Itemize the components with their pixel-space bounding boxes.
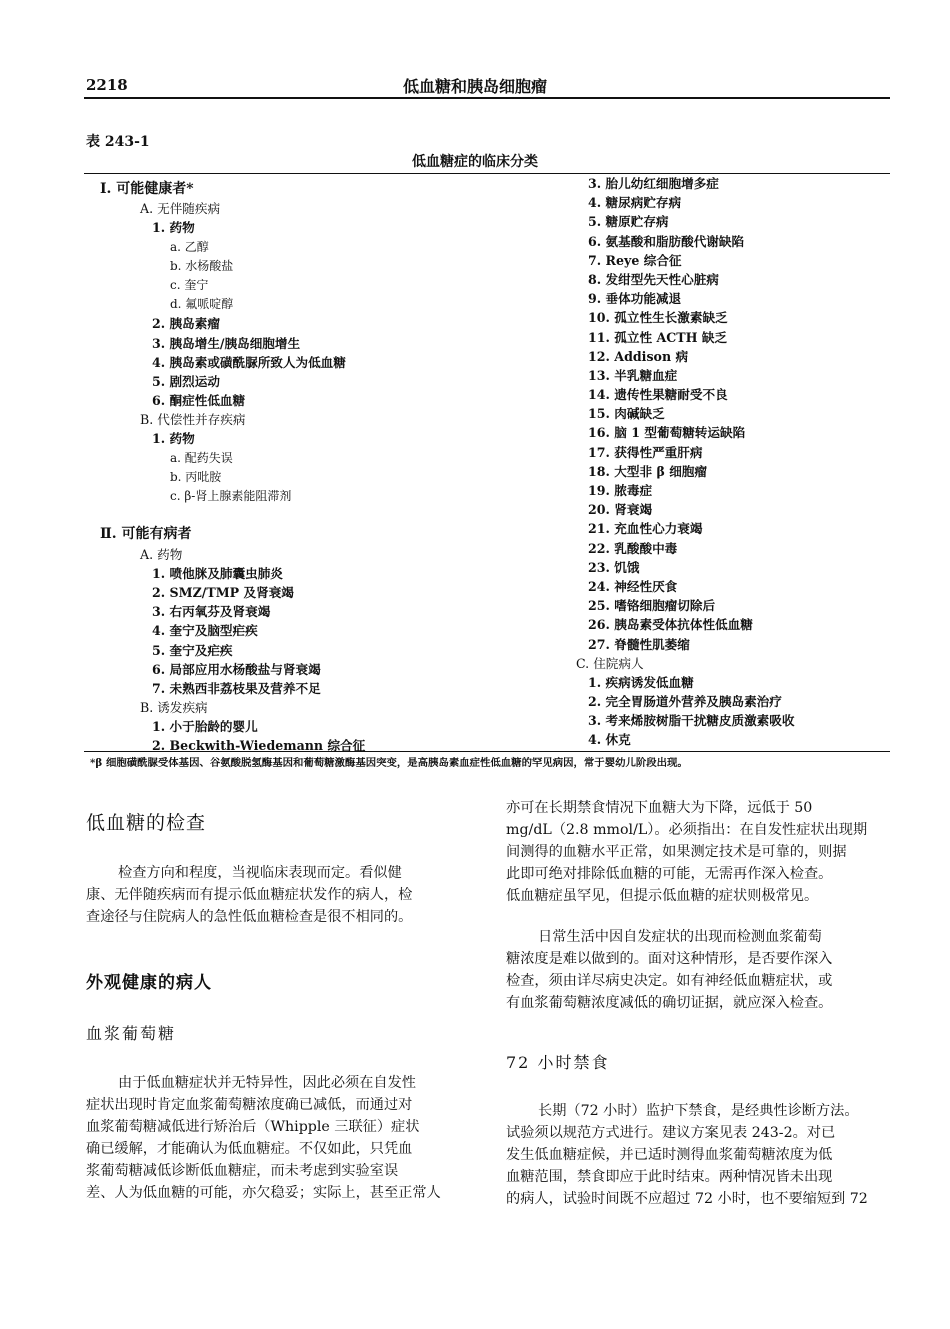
- table-line: 3. 胰岛增生/胰岛细胞增生: [152, 335, 301, 351]
- table-line: 2. Beckwith-Wiedemann 综合征: [152, 738, 366, 754]
- table-line: 21. 充血性心力衰竭: [588, 521, 703, 537]
- text-line: 检查，须由详尽病史决定。如有神经低血糖症状，或: [506, 973, 833, 989]
- paragraph: [506, 926, 892, 1014]
- table-line: 1. 药物: [152, 431, 195, 447]
- table-line: A. 药物: [140, 546, 183, 562]
- paragraph: [506, 797, 892, 907]
- text-line: 发生低血糖症候，并已适时测得血浆葡萄糖浓度为低: [506, 1147, 833, 1163]
- table-line: 1. 药物: [152, 220, 195, 236]
- table-line: C. 住院病人: [576, 655, 644, 671]
- table-left-column: [100, 180, 500, 756]
- table-line: 4. 奎宁及脑型疟疾: [152, 623, 258, 639]
- text-line: 检查方向和程度，当视临床表现而定。看似健: [118, 865, 402, 881]
- text-line: mg/dL（2.8 mmol/L）。必须指出：在自发性症状出现期: [506, 822, 868, 838]
- table-line: 3. 胎儿幼红细胞增多症: [588, 176, 719, 191]
- table-line: c. β-肾上腺素能阻滞剂: [170, 489, 292, 503]
- table-line: 5. 奎宁及疟疾: [152, 642, 233, 658]
- table-line: 6. 局部应用水杨酸盐与肾衰竭: [152, 661, 321, 677]
- table-line: 6. 氨基酸和脂肪酸代谢缺陷: [588, 233, 745, 249]
- page-number: 2218: [86, 76, 128, 94]
- table-line: c. 奎宁: [170, 277, 209, 292]
- text-line: 由于低血糖症状并无特异性，因此必须在自发性: [118, 1075, 416, 1091]
- text-line: 差、人为低血糖的可能，亦欠稳妥；实际上，甚至正常人: [86, 1185, 441, 1201]
- table-line: 22. 乳酸酸中毒: [588, 540, 678, 556]
- table-line: 20. 肾衰竭: [588, 502, 653, 518]
- paragraph: [86, 862, 472, 928]
- table-rule-bottom: [84, 751, 890, 752]
- table-line: 24. 神经性厌食: [588, 578, 678, 594]
- text-line: 亦可在长期禁食情况下血糖大为下降，远低于 50: [506, 800, 813, 816]
- table-line: 5. 剧烈运动: [152, 373, 220, 389]
- table-line: 7. 未熟西非荔枝果及营养不足: [152, 680, 321, 696]
- table-line: 17. 获得性严重肝病: [588, 444, 703, 460]
- table-line: d. 氟哌啶醇: [170, 297, 234, 312]
- table-line: 1. 喷他脒及肺囊虫肺炎: [152, 565, 283, 581]
- table-line: b. 丙吡胺: [170, 469, 222, 484]
- table-line: 2. 胰岛素瘤: [152, 316, 220, 332]
- running-title: 低血糖和胰岛细胞瘤: [402, 77, 547, 96]
- text-line: 康、无伴随疾病而有提示低血糖症状发作的病人，检: [86, 887, 413, 903]
- text-line: 低血糖症虽罕见，但提示低血糖的症状则极常见。: [506, 888, 819, 904]
- table-line: 10. 孤立性生长激素缺乏: [588, 310, 728, 326]
- text-line: 间测得的血糖水平正常，如果测定技术是可靠的，则据: [506, 844, 847, 860]
- text-line: 糖浓度是难以做到的。面对这种情形，是否要作深入: [506, 951, 833, 967]
- table-line: 26. 胰岛素受体抗体性低血糖: [588, 617, 753, 633]
- table-line: 11. 孤立性 ACTH 缺乏: [588, 329, 728, 345]
- table-line: 14. 遗传性果糖耐受不良: [588, 387, 728, 403]
- subsection-title: 外观健康的病人: [86, 973, 212, 993]
- table-line: 18. 大型非 β 细胞瘤: [588, 463, 707, 479]
- table-line: 6. 酮症性低血糖: [152, 393, 246, 409]
- table-line: 23. 饥饿: [588, 559, 640, 575]
- table-line: 4. 糖尿病贮存病: [588, 195, 682, 211]
- paragraph: [506, 1100, 892, 1210]
- table-line: 5. 糖原贮存病: [588, 214, 669, 230]
- table-line: 19. 脓毒症: [588, 483, 653, 498]
- table-line: B. 诱发疾病: [140, 700, 208, 716]
- table-spacer: [100, 506, 500, 525]
- subsubsection-title: 72 小时禁食: [506, 1053, 610, 1072]
- table-line: 4. 休克: [588, 732, 631, 748]
- table-line: 15. 肉碱缺乏: [588, 406, 665, 422]
- table-line: 2. SMZ/TMP 及肾衰竭: [152, 584, 294, 600]
- text-line: 有血浆葡萄糖浓度减低的确切证据，就应深入检查。: [506, 995, 833, 1011]
- table-line: 2. 完全胃肠道外营养及胰岛素治疗: [588, 694, 782, 710]
- table-right-column: [576, 174, 886, 750]
- table-line: Ⅱ. 可能有病者: [100, 526, 192, 543]
- text-line: 长期（72 小时）监护下禁食，是经典性诊断方法。: [538, 1103, 859, 1119]
- table-line: A. 无伴随疾病: [140, 201, 221, 217]
- table-line: Ⅰ. 可能健康者*: [100, 181, 194, 197]
- table-line: 3. 考来烯胺树脂干扰糖皮质激素吸收: [588, 713, 795, 729]
- section-title: 低血糖的检查: [86, 812, 207, 834]
- table-line: a. 配药失误: [170, 450, 233, 465]
- paragraph: [86, 1072, 472, 1204]
- table-line: 13. 半乳糖血症: [588, 367, 678, 383]
- text-line: 血糖范围，禁食即应于此时结束。两种情况皆未出现: [506, 1169, 833, 1185]
- text-line: 症状出现时肯定血浆葡萄糖浓度确已减低，而通过对: [86, 1097, 413, 1113]
- text-line: 试验须以规范方式进行。建议方案见表 243-2。对已: [506, 1125, 836, 1141]
- table-line: B. 代偿性并存疾病: [140, 412, 246, 428]
- table-line: b. 水杨酸盐: [170, 258, 234, 273]
- table-line: 9. 垂体功能减退: [588, 291, 682, 307]
- header-rule: [84, 97, 890, 99]
- table-caption: 低血糖症的临床分类: [412, 154, 538, 170]
- text-line: 的病人，试验时间既不应超过 72 小时，也不要缩短到 72: [506, 1191, 868, 1207]
- table-line: 1. 疾病诱发低血糖: [588, 674, 694, 690]
- table-line: 1. 小于胎龄的婴儿: [152, 719, 258, 735]
- subsubsection-title: 血浆葡萄糖: [86, 1024, 177, 1043]
- text-line: 确已缓解，才能确认为低血糖症。不仅如此，只凭血: [86, 1141, 413, 1157]
- table-line: 27. 脊髓性肌萎缩: [588, 636, 690, 652]
- table-line: 12. Addison 病: [588, 348, 689, 364]
- table-line: a. 乙醇: [170, 239, 209, 254]
- table-number: 表 243-1: [86, 134, 150, 150]
- table-line: 8. 发绀型先天性心脏病: [588, 271, 719, 287]
- text-line: 查途径与住院病人的急性低血糖检查是很不相同的。: [86, 909, 413, 925]
- table-line: 16. 脑 1 型葡萄糖转运缺陷: [588, 425, 746, 441]
- table-line: 25. 嗜铬细胞瘤切除后: [588, 598, 716, 614]
- table-footnote: *β 细胞磺酰脲受体基因、谷氨酸脱氢酶基因和葡萄糖激酶基因突变，是高胰岛素血症性低血糖的罕见病因，常于婴幼儿阶段出现。: [90, 757, 688, 769]
- table-line: 4. 胰岛素或磺酰脲所致人为低血糖: [152, 354, 346, 370]
- table-line: 7. Reye 综合征: [588, 252, 682, 268]
- text-line: 浆葡萄糖减低诊断低血糖症，而未考虑到实验室误: [86, 1163, 399, 1179]
- text-line: 血浆葡萄糖减低进行矫治后（Whipple 三联征）症状: [86, 1119, 420, 1135]
- table-line: 3. 右丙氧芬及肾衰竭: [152, 604, 271, 620]
- text-line: 日常生活中因自发症状的出现而检测血浆葡萄: [538, 929, 822, 945]
- text-line: 此即可绝对排除低血糖的可能，无需再作深入检查。: [506, 866, 833, 882]
